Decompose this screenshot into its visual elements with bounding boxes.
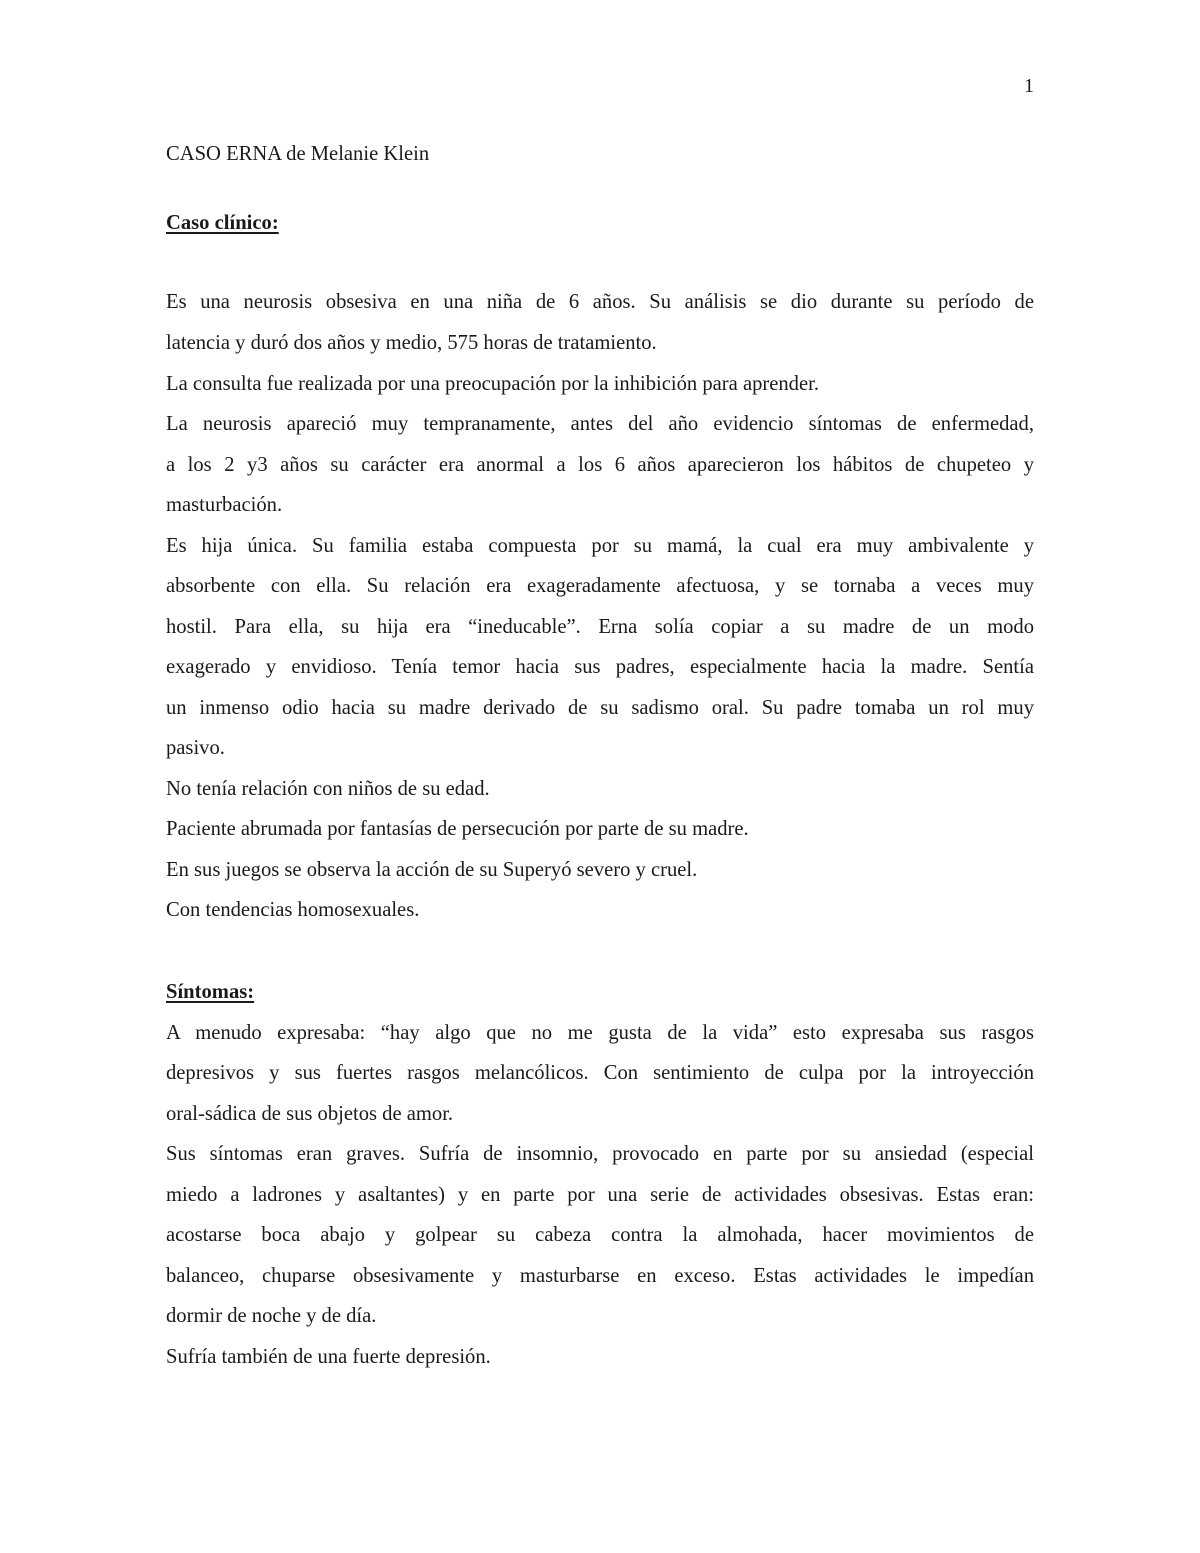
- paragraph-line: un inmenso odio hacia su madre derivado de su sadismo oral. Su padre tomaba un rol muy: [166, 697, 1034, 719]
- paragraph-line: miedo a ladrones y asaltantes) y en parte por una serie de actividades obsesivas. Estas eran:: [166, 1184, 1034, 1206]
- paragraph-line: latencia y duró dos años y medio, 575 horas de tratamiento.: [166, 332, 657, 354]
- paragraph-line: Sus síntomas eran graves. Sufría de insomnio, provocado en parte por su ansiedad (especial: [166, 1143, 1034, 1165]
- paragraph-line: hostil. Para ella, su hija era “ineducable”. Erna solía copiar a su madre de un modo: [166, 616, 1034, 638]
- paragraph-line: pasivo.: [166, 737, 225, 759]
- paragraph-line: No tenía relación con niños de su edad.: [166, 778, 490, 800]
- paragraph-line: dormir de noche y de día.: [166, 1305, 377, 1327]
- paragraph-line: A menudo expresaba: “hay algo que no me gusta de la vida” esto expresaba sus rasgos: [166, 1022, 1034, 1044]
- paragraph-line: acostarse boca abajo y golpear su cabeza contra la almohada, hacer movimientos de: [166, 1224, 1034, 1246]
- paragraph-line: Es hija única. Su familia estaba compuesta por su mamá, la cual era muy ambivalente y: [166, 535, 1034, 557]
- paragraph-line: depresivos y sus fuertes rasgos melancólicos. Con sentimiento de culpa por la introyección: [166, 1062, 1034, 1084]
- paragraph-line: Sufría también de una fuerte depresión.: [166, 1346, 491, 1368]
- paragraph-line: Paciente abrumada por fantasías de persecución por parte de su madre.: [166, 818, 749, 840]
- page-number: 1: [1024, 75, 1034, 97]
- paragraph-line: balanceo, chuparse obsesivamente y masturbarse en exceso. Estas actividades le impedían: [166, 1265, 1034, 1287]
- paragraph-line: a los 2 y3 años su carácter era anormal a los 6 años aparecieron los hábitos de chupeteo y: [166, 454, 1034, 476]
- paragraph-line: Con tendencias homosexuales.: [166, 899, 420, 921]
- paragraph-line: La consulta fue realizada por una preocupación por la inhibición para aprender.: [166, 373, 819, 395]
- document-title: CASO ERNA de Melanie Klein: [166, 143, 430, 165]
- paragraph-line: Es una neurosis obsesiva en una niña de 6 años. Su análisis se dio durante su período de: [166, 291, 1034, 313]
- section-heading-caso-clinico: Caso clínico:: [166, 212, 279, 234]
- paragraph-line: La neurosis apareció muy tempranamente, antes del año evidencio síntomas de enfermedad,: [166, 413, 1034, 435]
- paragraph-line: En sus juegos se observa la acción de su Superyó severo y cruel.: [166, 859, 698, 881]
- paragraph-line: absorbente con ella. Su relación era exageradamente afectuosa, y se tornaba a veces muy: [166, 575, 1034, 597]
- paragraph-line: oral-sádica de sus objetos de amor.: [166, 1103, 454, 1125]
- section-heading-sintomas: Síntomas:: [166, 981, 255, 1003]
- paragraph-line: exagerado y envidioso. Tenía temor hacia sus padres, especialmente hacia la madre. Sentía: [166, 656, 1034, 678]
- paragraph-line: masturbación.: [166, 494, 283, 516]
